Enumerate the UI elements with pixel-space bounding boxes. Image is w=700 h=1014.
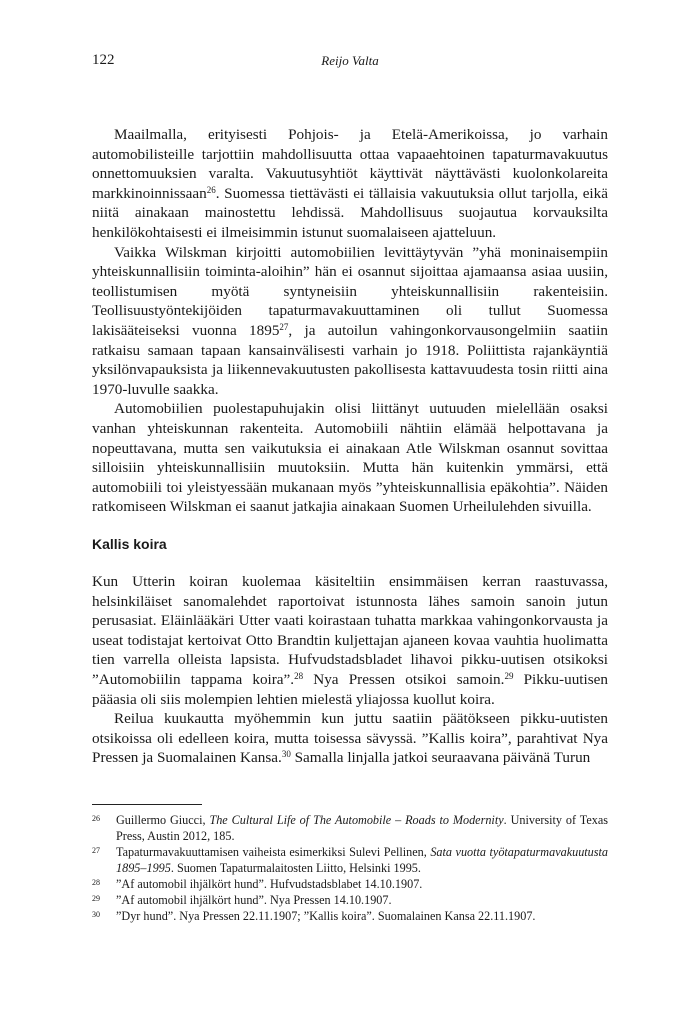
paragraph-text: Vaikka Wilskman kirjoitti automobiilien levittäytyvän ”yhä moninaisempiin yhteiskunnallisiin toiminta-aloihin” hän ei osannut sijoittaa ajamaansa asiaa uusiin, teollistumisen myötä syntyneisiin yhteiskunnallisiin rakenteisiin. Teollisuustyöntekijöiden tapaturmavakuuttaminen oli tullut Suomessa lakisääteiseksi vuonna 1895: [92, 243, 608, 339]
footnote-title: The Cultural Life of The Automobile – Roads to Modernity: [209, 813, 504, 827]
footnote-number: 28: [92, 878, 100, 887]
footnote-text: . Suomen Tapaturmalaitosten Liitto, Helsinki 1995.: [170, 861, 421, 875]
paragraph-2: [92, 243, 608, 400]
footnote-text: . University of Texas Press, Austin 2012, 185.: [116, 813, 608, 843]
footnote-27: [92, 844, 608, 876]
footnote-30: [92, 908, 608, 924]
page-number: 122: [92, 52, 115, 68]
footnote-text: ”Af automobil ihjälkört hund”. Nya Pressen 14.10.1907.: [116, 893, 392, 907]
paragraph-text: Maailmalla, erityisesti Pohjois- ja Etelä-Amerikoissa, jo varhain automobilisteille tarjottiin mahdollisuutta ottaa vapaaehtoinen tapaturmavakuutus onnettomuuksien varalta. Vakuutusyhtiöt käyttivät näyttävästi kuolonkolareita markkinoinnissaan: [92, 126, 608, 202]
paragraph-text: . Suomessa tiettävästi ei tällaisia vakuutuksia ollut tarjolla, eikä niitä ainakaan mainostettu lehdissä. Mahdollisuus suojautua korvauksilta henkilökohtaisesti ei ilmeisimmin istunut suomalaiseen ajatteluun.: [92, 184, 608, 241]
paragraph-4: [92, 572, 608, 709]
footnotes: [92, 812, 608, 924]
footnote-divider: [92, 804, 202, 805]
footnote-text: Guillermo Giucci,: [116, 813, 210, 827]
footnote-ref[interactable]: 27: [279, 321, 289, 332]
paragraph-text: , ja autoilun vahingonkorvausongelmiin saatiin ratkaisu samaan tapaan kansainvälisesti varhain jo 1918. Poliittista rajankäyntiä yksilönvapauksista ja liikennevakuutusten pakollisesta kattavuudesta tosin riitti aina 1970-luvulle saakka.: [92, 321, 609, 398]
footnote-text: Tapaturmavakuuttamisen vaiheista esimerkiksi Sulevi Pellinen,: [116, 845, 431, 859]
paragraph-text: Kun Utterin koiran kuolemaa käsiteltiin ensimmäisen kerran raastuvassa, helsinkiläiset sanomalehdet raportoivat istunnosta lähes samoin sanoin jutun perusasiat. Eläinlääkäri Utter vaati koirastaan tuhatta markkaa vahingonkorvausta ja useat todistajat kertoivat Otto Brandtin kuljettajan ajaneen kovaa vauhtia huolimatta tien varrella olleista lapsista. Hufvudstadsbladet lihavoi pikku-uutisen otsikoksi ”Automobiilin tappama koira”.: [92, 573, 608, 688]
footnote-29: [92, 892, 608, 908]
footnote-number: 30: [92, 910, 100, 919]
footnote-28: [92, 876, 608, 892]
paragraph-1: [92, 125, 608, 243]
section-heading: Kallis koira: [92, 536, 167, 552]
paragraph-text: Reilua kuukautta myöhemmin kun juttu saatiin päätökseen pikku-uutisten otsikoissa oli edelleen koira, mutta toisessa sävyssä. ”Kallis koira”, parahtivat Nya Pressen ja Suomalainen Kansa.: [92, 710, 608, 767]
paragraph-text: Nya Pressen otsikoi samoin.: [303, 670, 505, 688]
footnote-number: 26: [92, 814, 100, 823]
footnote-text: ”Dyr hund”. Nya Pressen 22.11.1907; ”Kallis koira”. Suomalainen Kansa 22.11.1907.: [116, 909, 536, 923]
footnote-text: ”Af automobil ihjälkört hund”. Hufvudstadsblabet 14.10.1907.: [116, 877, 423, 891]
paragraph-text: Samalla linjalla jatkoi seuraavana päivänä Turun: [290, 749, 591, 767]
page-header: [92, 52, 608, 72]
footnote-ref[interactable]: 26: [206, 184, 216, 195]
running-title: Reijo Valta: [321, 53, 379, 68]
footnote-ref[interactable]: 30: [281, 749, 291, 760]
footnote-ref[interactable]: 28: [294, 670, 304, 681]
footnote-number: 29: [92, 894, 100, 903]
footnote-number: 27: [92, 846, 100, 855]
footnote-ref[interactable]: 29: [504, 670, 514, 681]
footnote-title: Sata vuotta työtapaturmavakuutusta 1895–1995: [116, 845, 609, 875]
section-body: [92, 572, 608, 768]
paragraph-5: [92, 709, 608, 768]
paragraph-3: Automobiilien puolestapuhujakin olisi liittänyt uutuuden mielellään osaksi vanhan yhteiskunnan rakenteita. Automobiili nähtiin elämää helpottavana ja nopeuttavana, mutta sen vaikutuksia ei ainakaan Atle Wilskman osannut sovittaa silloisiin yhteiskunnallisiin muutoksiin. Mutta hän kuitenkin ymmärsi, että automobiili toi yleistyessään mukanaan myös ”yhteiskunnallisia epäkohtia”. Näiden ratkomiseen Wilskman ei saanut jatkajia ainakaan Suomen Urheilulehden sivuilla.: [92, 400, 608, 516]
footnote-26: [92, 812, 608, 844]
paragraph-text: Pikku-uutisen pääasia oli siis molempien lehtien mielestä yliajossa kuollut koira.: [92, 670, 608, 708]
body-text: [92, 125, 608, 517]
